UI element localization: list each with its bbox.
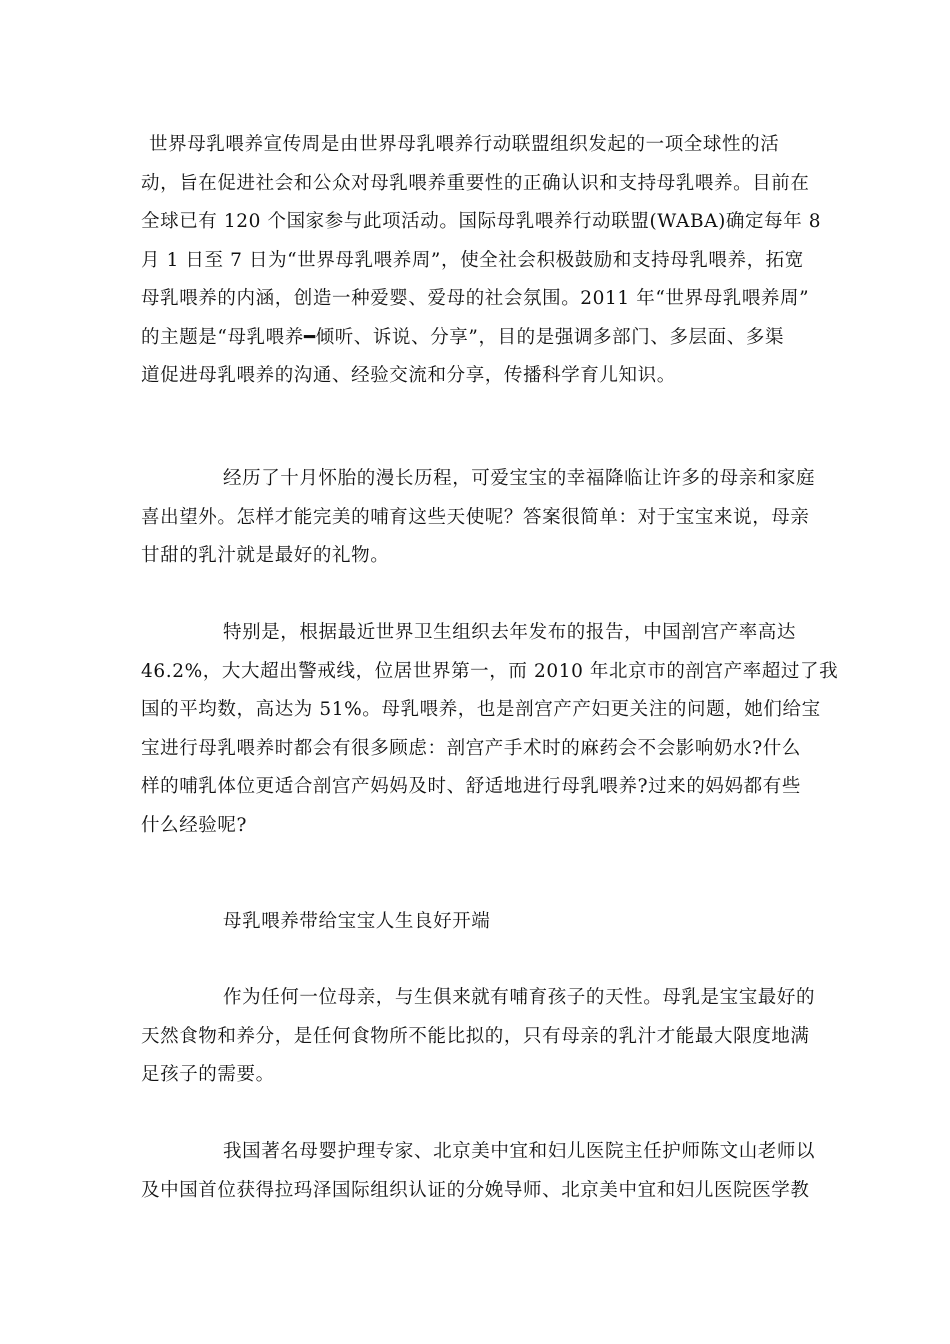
paragraph-line: 全球已有 120 个国家参与此项活动。国际母乳喂养行动联盟(WABA)确定每年 8 <box>141 211 822 232</box>
paragraph-line: 天然食物和养分，是任何食物所不能比拟的，只有母亲的乳汁才能最大限度地满 <box>141 1025 810 1047</box>
section-heading <box>141 903 817 942</box>
paragraph-line: 我国著名母婴护理专家、北京美中宜和妇儿医院主任护师陈文山老师以 <box>223 1141 816 1162</box>
paragraph-line: 国的平均数，高达为 51%。母乳喂养，也是剖宫产产妇更关注的问题，她们给宝 <box>141 699 821 720</box>
paragraph-line: 及中国首位获得拉玛泽国际组织认证的分娩导师、北京美中宜和妇儿医院医学教 <box>141 1179 810 1201</box>
paragraph-line: 的主题是“母乳喂养━倾听、诉说、分享”，目的是强调多部门、多层面、多渠 <box>141 326 785 348</box>
paragraph-line: 样的哺乳体位更适合剖宫产妈妈及时、舒适地进行母乳喂养?过来的妈妈都有些 <box>141 776 801 797</box>
heading-text: 母乳喂养带给宝宝人生良好开端 <box>223 911 491 932</box>
paragraph-experts <box>141 1133 817 1210</box>
paragraph-line: 宝进行母乳喂养时都会有很多顾虑：剖宫产手术时的麻药会不会影响奶水?什么 <box>141 737 801 759</box>
paragraph-line: 动，旨在促进社会和公众对母乳喂养重要性的正确认识和支持母乳喂养。目前在 <box>141 172 810 194</box>
paragraph-line: 46.2%，大大超出警戒线，位居世界第一，而 2010 年北京市的剖宫产率超过了我 <box>141 660 839 682</box>
paragraph-line: 特别是，根据最近世界卫生组织去年发布的报告，中国剖宫产率高达 <box>223 622 797 643</box>
paragraph-line: 母乳喂养的内涵，创造一种爱婴、爱母的社会氛围。2011 年“世界母乳喂养周” <box>141 288 810 309</box>
paragraph-line: 道促进母乳喂养的沟通、经验交流和分享，传播科学育儿知识。 <box>141 365 676 386</box>
paragraph-line: 经历了十月怀胎的漫长历程，可爱宝宝的幸福降临让许多的母亲和家庭 <box>223 468 816 489</box>
paragraph-cesarean <box>141 614 839 845</box>
paragraph-line: 月 1 日至 7 日为“世界母乳喂养周”，使全社会积极鼓励和支持母乳喂养，拓宽 <box>141 249 804 271</box>
paragraph-intro <box>141 126 822 396</box>
paragraph-mother-nature <box>141 979 817 1095</box>
paragraph-line: 甘甜的乳汁就是最好的礼物。 <box>141 545 390 566</box>
paragraph-line: 足孩子的需要。 <box>141 1064 275 1085</box>
paragraph-line: 什么经验呢? <box>141 814 248 836</box>
paragraph-line: 喜出望外。怎样才能完美的哺育这些天使呢？答案很简单：对于宝宝来说，母亲 <box>141 506 810 528</box>
paragraph-line: 作为任何一位母亲，与生俱来就有哺育孩子的天性。母乳是宝宝最好的 <box>223 987 816 1008</box>
paragraph-line: 世界母乳喂养宣传周是由世界母乳喂养行动联盟组织发起的一项全球性的活 <box>149 134 780 155</box>
paragraph-pregnancy <box>141 460 817 576</box>
